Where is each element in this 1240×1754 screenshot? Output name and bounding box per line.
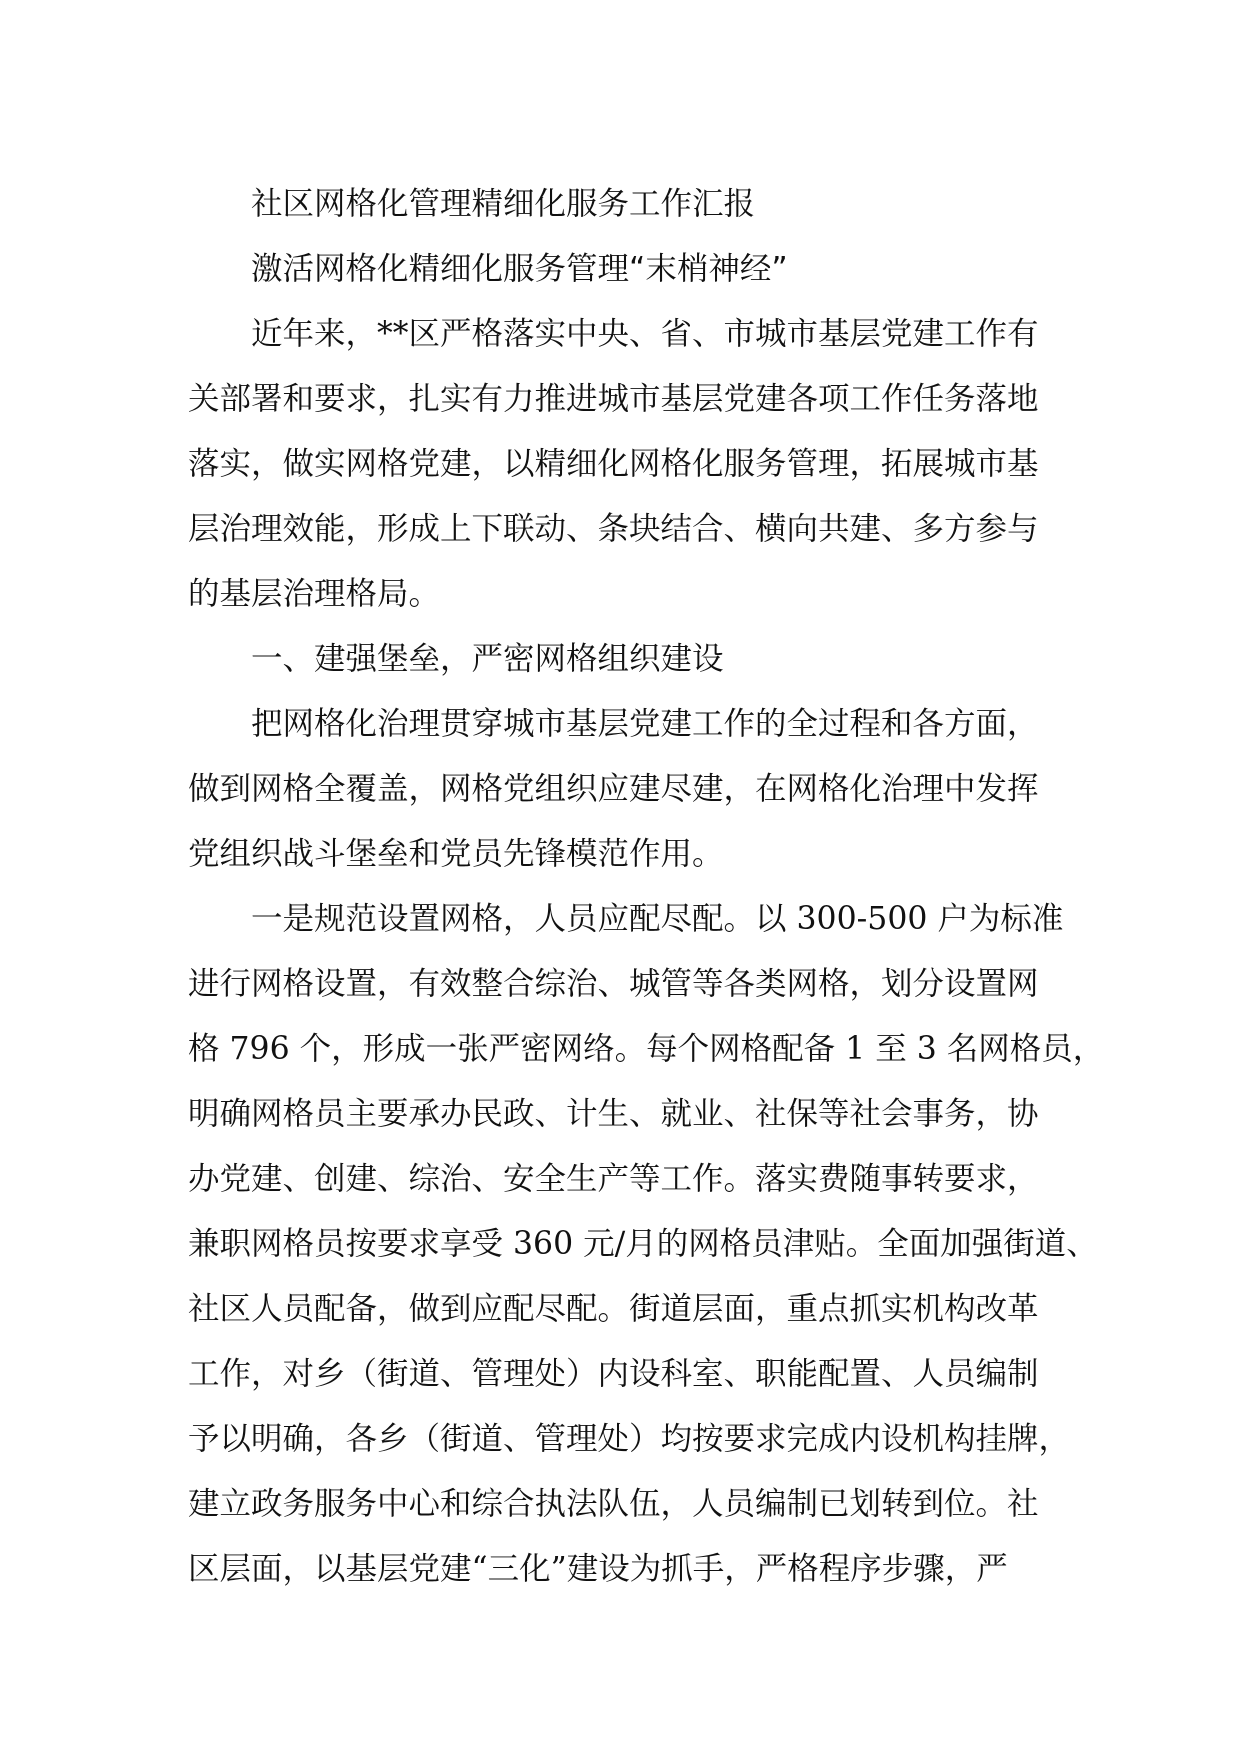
paragraph-detail-line: 区层面，以基层党建“三化”建设为抓手，严格程序步骤，严: [188, 1551, 1008, 1587]
document-subtitle: 激活网格化精细化服务管理“末梢神经”: [251, 251, 788, 287]
paragraph-intro-line: 层治理效能，形成上下联动、条块结合、横向共建、多方参与: [188, 511, 1039, 547]
paragraph-intro-line: 关部署和要求，扎实有力推进城市基层党建各项工作任务落地: [188, 381, 1039, 417]
paragraph-section-line: 做到网格全覆盖，网格党组织应建尽建，在网格化治理中发挥: [188, 771, 1039, 807]
paragraph-detail-line: 社区人员配备，做到应配尽配。街道层面，重点抓实机构改革: [188, 1291, 1039, 1327]
paragraph-detail-line: 工作，对乡（街道、管理处）内设科室、职能配置、人员编制: [188, 1356, 1039, 1392]
paragraph-detail-line: 明确网格员主要承办民政、计生、就业、社保等社会事务，协: [188, 1096, 1039, 1132]
section-heading: 一、建强堡垒，严密网格组织建设: [251, 641, 724, 677]
paragraph-intro-line: 近年来，**区严格落实中央、省、市城市基层党建工作有: [251, 316, 1039, 352]
paragraph-detail-line: 办党建、创建、综治、安全生产等工作。落实费随事转要求，: [188, 1161, 1039, 1197]
paragraph-intro-line: 的基层治理格局。: [188, 576, 441, 612]
paragraph-detail-line: 兼职网格员按要求享受 360 元/月的网格员津贴。全面加强街道、: [188, 1226, 1098, 1262]
paragraph-section-line: 把网格化治理贯穿城市基层党建工作的全过程和各方面，: [251, 706, 1039, 742]
paragraph-detail-line: 一是规范设置网格，人员应配尽配。以 300-500 户为标准: [251, 901, 1064, 937]
document-title: 社区网格化管理精细化服务工作汇报: [251, 186, 756, 222]
paragraph-intro-line: 落实，做实网格党建，以精细化网格化服务管理，拓展城市基: [188, 446, 1039, 482]
document-body: [188, 172, 1105, 1602]
paragraph-detail-line: 格 796 个，形成一张严密网络。每个网格配备 1 至 3 名网格员，: [188, 1031, 1105, 1067]
paragraph-detail-line: 建立政务服务中心和综合执法队伍，人员编制已划转到位。社: [188, 1486, 1039, 1522]
paragraph-section-line: 党组织战斗堡垒和党员先锋模范作用。: [188, 836, 724, 872]
paragraph-detail-line: 进行网格设置，有效整合综治、城管等各类网格，划分设置网: [188, 966, 1039, 1002]
paragraph-detail-line: 予以明确，各乡（街道、管理处）均按要求完成内设机构挂牌，: [188, 1421, 1071, 1457]
